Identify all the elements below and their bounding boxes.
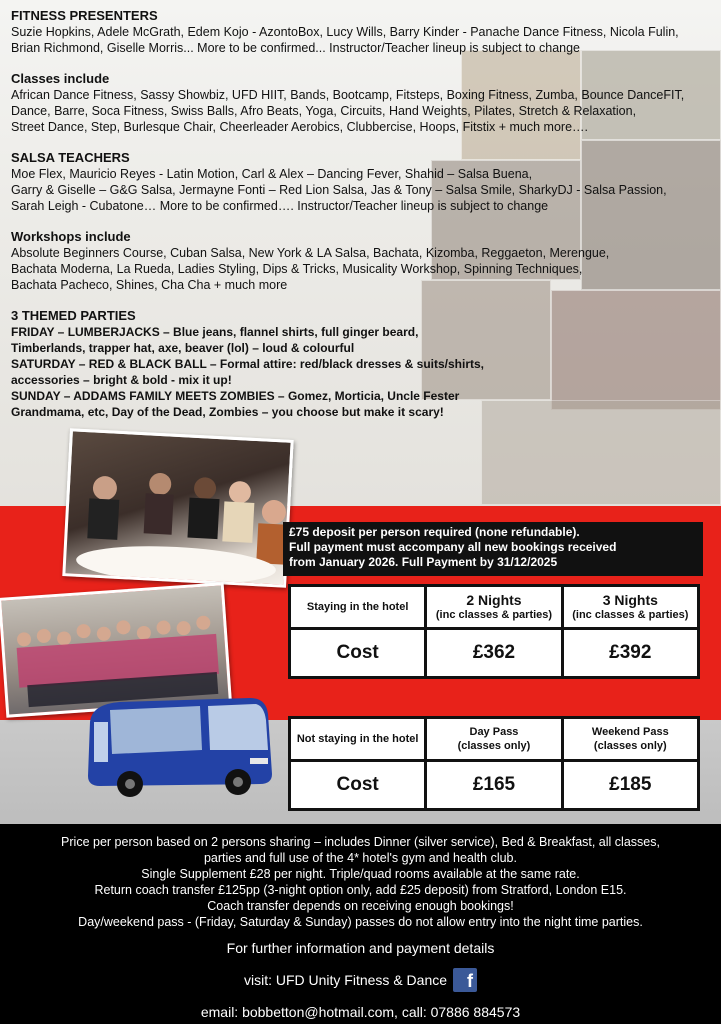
weekend-pass-price: £185 — [564, 762, 697, 808]
note-line: Coach transfer depends on receiving enough bookings! — [207, 899, 514, 913]
deposit-line: from January 2026. Full Payment by 31/12/2025 — [289, 555, 558, 569]
cost-label: Cost — [291, 762, 424, 808]
pass-price-table — [288, 716, 700, 811]
weekend-pass-sub: (classes only) — [593, 740, 667, 752]
contact-line[interactable]: email: bobbetton@hotmail.com, call: 07886 884573 — [200, 1004, 521, 1020]
visit-text[interactable]: visit: UFD Unity Fitness & Dance — [243, 972, 448, 988]
party-saturday: accessories – bright & bold - mix it up! — [11, 373, 232, 387]
note-line: Day/weekend pass - (Friday, Saturday & Sunday) passes do not allow entry into the night time parties. — [78, 915, 643, 929]
deposit-notice — [283, 522, 703, 576]
dinner-photo-figures — [65, 431, 294, 587]
footer — [0, 824, 721, 1024]
salsa-line: Sarah Leigh - Cubatone… More to be confirmed…. Instructor/Teacher lineup is subject to change — [11, 199, 549, 213]
note-line: Single Supplement £28 per night. Triple/quad rooms available at the same rate. — [141, 867, 580, 881]
hotel-price-table — [288, 584, 700, 679]
dinner-photo — [62, 428, 293, 588]
weekend-pass-title: Weekend Pass — [591, 726, 669, 738]
classes-line: Street Dance, Step, Burlesque Chair, Cheerleader Aerobics, Clubbercise, Hoops, Fitstix + much more…. — [11, 120, 589, 134]
workshops-section — [11, 229, 716, 293]
three-nights-header — [564, 587, 697, 627]
note-line: Price per person based on 2 persons sharing – includes Dinner (silver service), Bed & Breakfast, all classes, — [61, 835, 660, 849]
themed-parties-heading: 3 THEMED PARTIES — [11, 308, 136, 323]
day-pass-price: £165 — [427, 762, 560, 808]
salsa-line: Moe Flex, Mauricio Reyes - Latin Motion, Carl & Alex – Dancing Fever, Shahid – Salsa Buena, — [11, 167, 533, 181]
visit-line — [0, 968, 721, 992]
workshops-line: Absolute Beginners Course, Cuban Salsa, New York & LA Salsa, Bachata, Kizomba, Reggaeton, Merengue, — [11, 246, 610, 260]
deposit-line: Full payment must accompany all new bookings received — [289, 540, 617, 554]
deposit-line: £75 deposit per person required (none refundable). — [289, 525, 580, 539]
fitness-presenters-section — [11, 8, 716, 56]
salsa-line: Garry & Giselle – G&G Salsa, Jermayne Fonti – Red Lion Salsa, Jas & Tony – Salsa Smile, SharkyDJ - Salsa Passion, — [11, 183, 667, 197]
two-nights-sub: (inc classes & parties) — [435, 609, 553, 621]
salsa-teachers-heading: SALSA TEACHERS — [11, 150, 130, 165]
two-nights-header — [427, 587, 560, 627]
two-nights-title: 2 Nights — [466, 592, 522, 608]
two-nights-price: £362 — [427, 630, 560, 676]
coach-bus-image — [80, 692, 280, 802]
fitness-presenters-heading: FITNESS PRESENTERS — [11, 8, 158, 23]
salsa-teachers-section — [11, 150, 716, 214]
party-friday: Timberlands, trapper hat, axe, beaver (lol) – loud & colourful — [11, 341, 355, 355]
workshops-line: Bachata Moderna, La Rueda, Ladies Styling, Dips & Tricks, Musicality Workshop, Spinning Techniques, — [11, 262, 583, 276]
classes-line: Dance, Barre, Soca Fitness, Swiss Balls, Afro Beats, Yoga, Circuits, Hand Weights, Pilates, Stretch & Relaxation, — [11, 104, 637, 118]
three-nights-sub: (inc classes & parties) — [572, 609, 689, 621]
note-line: Return coach transfer £125pp (3-night option only, add £25 deposit) from Stratford, London E15. — [94, 883, 627, 897]
not-staying-header: Not staying in the hotel — [291, 719, 424, 759]
party-sunday: SUNDAY – ADDAMS FAMILY MEETS ZOMBIES – Gomez, Morticia, Uncle Fester — [11, 389, 460, 403]
party-saturday: SATURDAY – RED & BLACK BALL – Formal attire: red/black dresses & suits/shirts, — [11, 357, 485, 371]
classes-section — [11, 71, 716, 135]
day-pass-header — [427, 719, 560, 759]
classes-heading: Classes include — [11, 71, 110, 86]
fitness-line: Brian Richmond, Giselle Morris... More to be confirmed... Instructor/Teacher lineup is subject to change — [11, 41, 581, 55]
day-pass-title: Day Pass — [469, 726, 519, 738]
staying-hotel-header: Staying in the hotel — [291, 587, 424, 627]
info-text — [11, 8, 716, 420]
weekend-pass-header — [564, 719, 697, 759]
facebook-icon[interactable]: f — [453, 968, 477, 992]
classes-line: African Dance Fitness, Sassy Showbiz, UFD HIIT, Bands, Bootcamp, Fitsteps, Boxing Fitness, Zumba, Bounce DanceFIT, — [11, 88, 685, 102]
note-line: parties and full use of the 4* hotel's gym and health club. — [203, 851, 517, 865]
day-pass-sub: (classes only) — [457, 740, 531, 752]
party-sunday: Grandmama, etc, Day of the Dead, Zombies – you choose but make it scary! — [11, 405, 444, 419]
party-friday: FRIDAY – LUMBERJACKS – Blue jeans, flannel shirts, full ginger beard, — [11, 325, 419, 339]
three-nights-title: 3 Nights — [602, 592, 658, 608]
three-nights-price: £392 — [564, 630, 697, 676]
further-info-heading: For further information and payment details — [226, 940, 495, 956]
themed-parties-section — [11, 308, 716, 420]
workshops-line: Bachata Pacheco, Shines, Cha Cha + much more — [11, 278, 288, 292]
cost-label: Cost — [291, 630, 424, 676]
pricing-notes — [0, 824, 721, 930]
workshops-heading: Workshops include — [11, 229, 131, 244]
fitness-line: Suzie Hopkins, Adele McGrath, Edem Kojo - AzontoBox, Lucy Wills, Barry Kinder - Panache Dance Fitness, Nicola Fulin, — [11, 25, 679, 39]
